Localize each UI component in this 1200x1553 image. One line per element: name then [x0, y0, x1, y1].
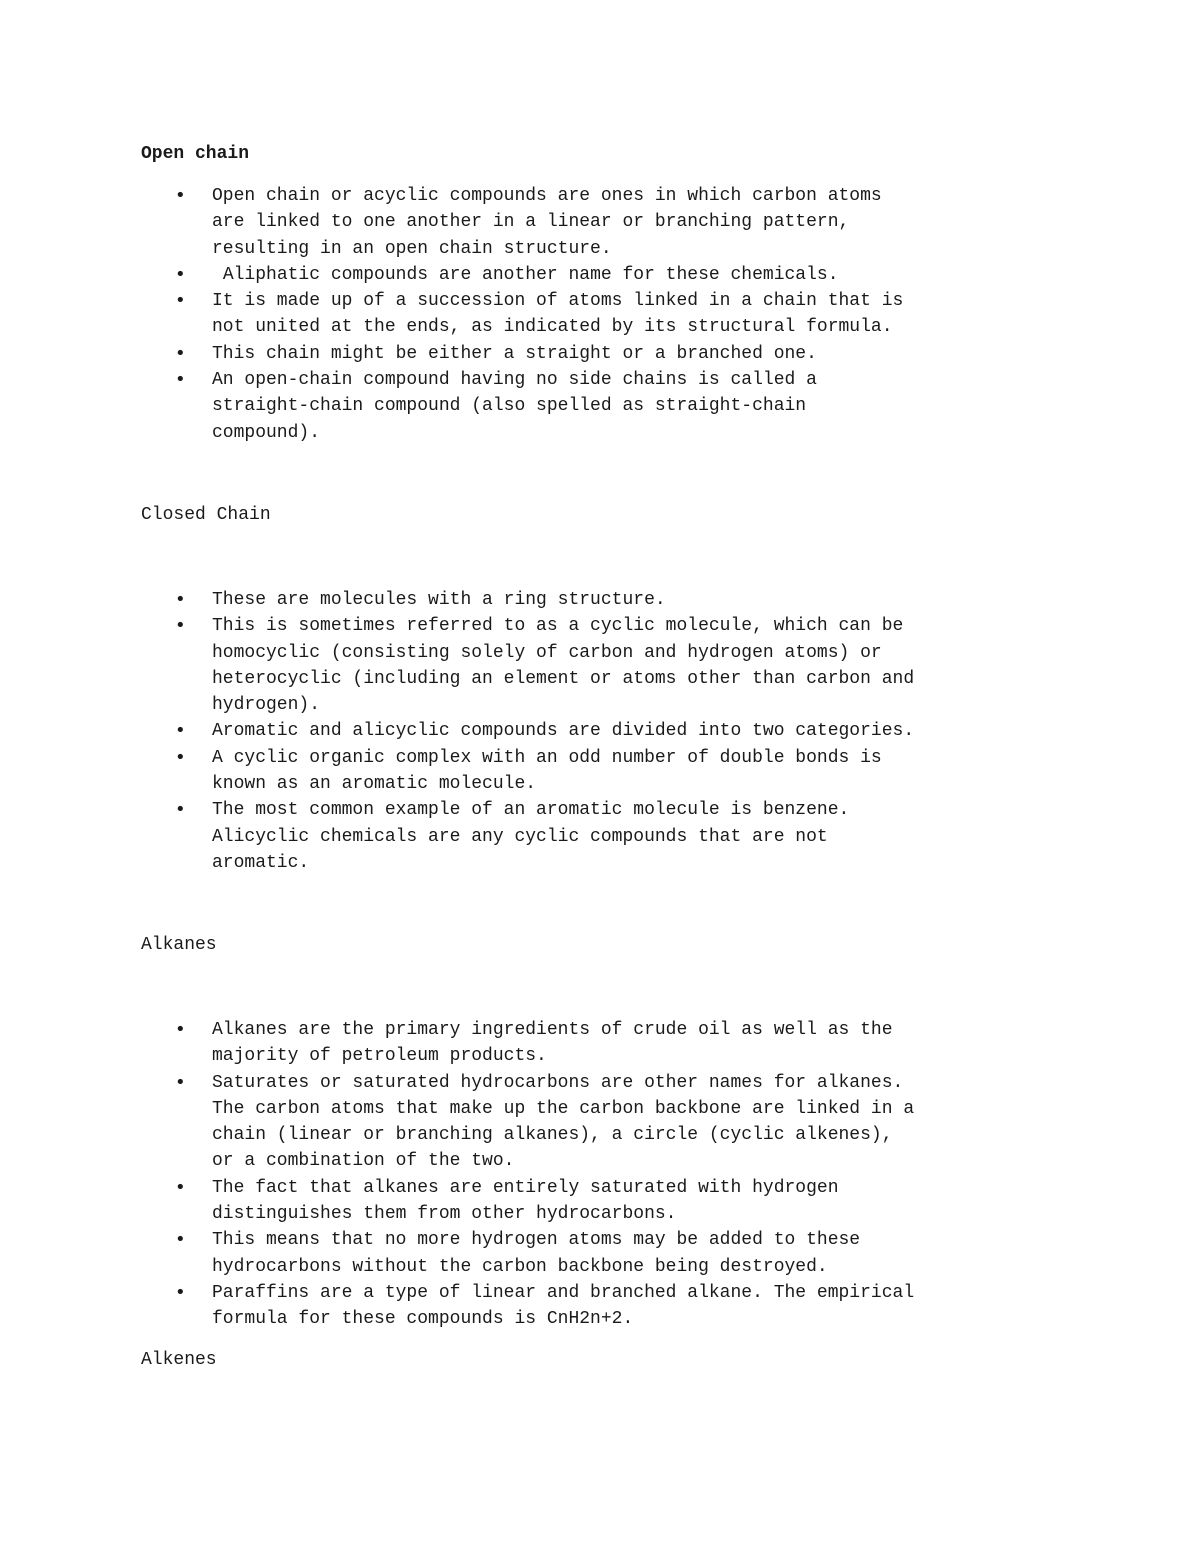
bullet-icon: • [175, 1019, 186, 1040]
bullet-icon: • [175, 1176, 186, 1198]
list-item: • An open-chain compound having no side chains is called a straight-chain compound (also spelled as straight-chain compound). [175, 369, 817, 443]
list-item: • Aromatic and alicyclic compounds are divided into two categories. [0, 718, 1200, 744]
heading-alkenes: Alkenes [141, 1350, 217, 1370]
list-alkanes [0, 1017, 1200, 1333]
bullet-icon: • [175, 746, 186, 768]
bullet-icon: • [175, 589, 186, 610]
bullet-icon: • [175, 1071, 186, 1093]
list-item: • Saturates or saturated hydrocarbons are other names for alkanes. The carbon atoms that make up the carbon backbone are linked in a chain (linear or branching alkanes), a circle (cyclic alkenes), or a combination of the two. [175, 1071, 915, 1172]
heading-alkanes: Alkanes [141, 935, 217, 955]
list-item: • Alkanes are the primary ingredients of crude oil as well as the majority of petroleum products. [175, 1019, 893, 1067]
list-item: • Open chain or acyclic compounds are ones in which carbon atoms are linked to one another in a linear or branching pattern, resulting in an open chain structure. [175, 185, 882, 259]
bullet-icon: • [175, 615, 186, 637]
bullet-icon: • [175, 342, 186, 364]
bullet-icon: • [175, 263, 186, 285]
list-item: • A cyclic organic complex with an odd number of double bonds is known as an aromatic molecule. [175, 746, 882, 795]
bullet-icon: • [175, 720, 186, 742]
heading-open-chain: Open chain [141, 144, 250, 164]
list-item: • The most common example of an aromatic molecule is benzene. Alicyclic chemicals are any cyclic compounds that are not aromatic. [175, 799, 850, 873]
list-item: • These are molecules with a ring structure. [0, 587, 1200, 613]
list-open-chain [0, 183, 1200, 446]
bullet-icon: • [175, 290, 186, 312]
bullet-icon: • [175, 1229, 186, 1251]
bullet-icon: • [175, 369, 186, 391]
list-item: • The fact that alkanes are entirely saturated with hydrogen distinguishes them from other hydrocarbons. [175, 1176, 839, 1225]
bullet-icon: • [175, 799, 186, 821]
list-item: • Aliphatic compounds are another name for these chemicals. [0, 262, 1200, 288]
list-closed-chain [0, 587, 1200, 876]
heading-closed-chain: Closed Chain [141, 505, 271, 525]
list-item: • It is made up of a succession of atoms linked in a chain that is not united at the ends, as indicated by its structural formula. [175, 290, 904, 338]
bullet-icon: • [175, 1281, 186, 1303]
bullet-icon: • [175, 185, 186, 206]
list-item: • Paraffins are a type of linear and branched alkane. The empirical formula for these compounds is CnH2n+2. [175, 1281, 915, 1330]
list-item: • This chain might be either a straight or a branched one. [0, 341, 1200, 367]
list-item: • This means that no more hydrogen atoms may be added to these hydrocarbons without the carbon backbone being destroyed. [175, 1229, 861, 1277]
list-item: • This is sometimes referred to as a cyclic molecule, which can be homocyclic (consisting solely of carbon and hydrogen atoms) or heterocyclic (including an element or atoms other than carbon and hydrogen). [175, 615, 915, 716]
